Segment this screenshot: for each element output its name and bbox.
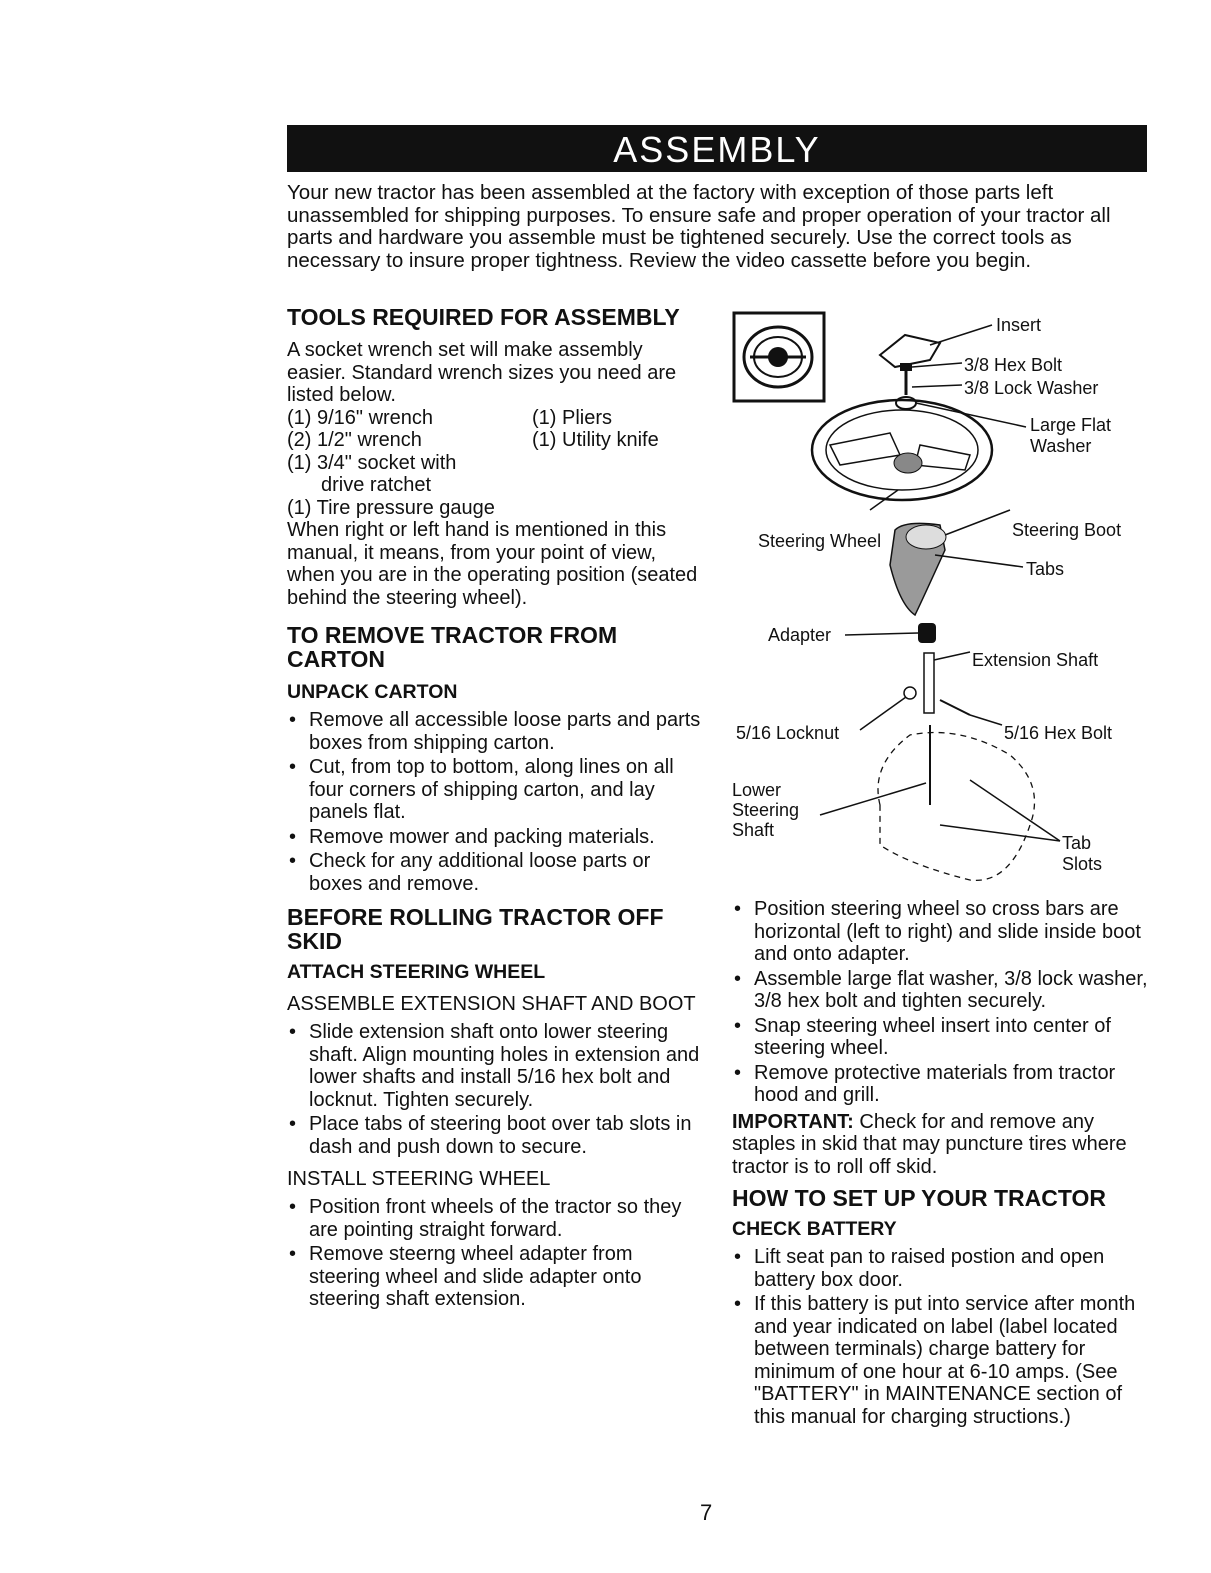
list-item: • Check for any additional loose parts or boxes and remove. [287,850,702,895]
unpack-list [287,709,702,895]
label-washer: Washer [1030,436,1092,456]
label-tab: Tab [1062,833,1092,853]
dash-outline [820,725,1060,880]
label-insert: Insert [996,315,1042,335]
list-item: • Remove mower and packing materials. [287,826,702,849]
label-lock-washer: 3/8 Lock Washer [964,378,1099,398]
adapter-icon [845,623,936,643]
important-note [732,1111,1152,1179]
tool-item: (1) Pliers [532,406,613,429]
battery-list [732,1246,1152,1428]
attach-heading: ATTACH STEERING WHEEL [287,961,546,983]
unpack-heading: UNPACK CARTON [287,681,458,703]
list-item: • Assemble large flat washer, 3/8 lock washer, 3/8 hex bolt and tighten securely. [732,968,1152,1013]
tool-item: (1) Tire pressure gauge [287,496,495,519]
label-shaft: Shaft [732,820,775,840]
right-column [732,898,1152,1438]
assemble-heading: ASSEMBLE EXTENSION SHAFT AND BOOT [287,993,696,1015]
assemble-list [287,1021,702,1158]
list-item: • Remove protective materials from tractor hood and grill. [732,1062,1152,1107]
label-tabs: Tabs [1026,559,1065,579]
left-column [287,305,702,1321]
wheel-steps-list [732,898,1152,1107]
label-locknut: 5/16 Locknut [736,723,840,743]
list-item: • Slide extension shaft onto lower steering shaft. Align mounting holes in extension and lower shafts and install 5/16 hex bolt and locknut. Tighten securely. [287,1021,702,1111]
tool-item: (2) 1/2" wrench [287,429,422,451]
page-number: 7 [700,1500,713,1525]
intro-paragraph: Your new tractor has been assembled at the factory with exception of those parts left unassembled for shipping purposes. To ensure safe and proper operation of your tractor all parts and hardware you assemble must be tightened securely. Use the correct tools as necessary to insure proper tightness. Review the video cassette before you begin. [287,181,1111,272]
install-list [287,1196,702,1311]
tools-text: A socket wrench set will make assembly easier. Standard wrench sizes you need are listed below. [287,339,677,406]
steering-wheel-thumbnail-icon [734,313,824,401]
tool-item [532,452,702,475]
list-item: • Remove steerng wheel adapter from steering wheel and slide adapter onto steering shaft extension. [287,1243,702,1311]
label-slots: Slots [1062,854,1103,874]
steering-diagram [730,305,1150,895]
tools-heading: TOOLS REQUIRED FOR ASSEMBLY [287,304,680,330]
list-item: • Snap steering wheel insert into center of steering wheel. [732,1015,1152,1060]
label-hex-bolt: 3/8 Hex Bolt [964,355,1063,375]
label-lower: Lower [732,780,782,800]
important-text: Check for and remove any staples in skid that may puncture tires where tractor is to roll off skid. [732,1110,1127,1178]
label-steering-boot: Steering Boot [1012,520,1122,540]
label-adapter: Adapter [768,625,832,645]
label-extension-shaft: Extension Shaft [972,650,1099,670]
label-hex-bolt-516: 5/16 Hex Bolt [1004,723,1113,743]
list-item: • Lift seat pan to raised postion and open battery box door. [732,1246,1152,1291]
tool-item [532,474,702,497]
list-item: • Cut, from top to bottom, along lines on all four corners of shipping carton, and lay panels flat. [287,756,702,824]
before-heading: BEFORE ROLLING TRACTOR OFF SKID [287,904,664,954]
section-banner: ASSEMBLY [287,125,1147,172]
label-steering: Steering [732,800,800,820]
label-steering-wheel: Steering Wheel [758,531,882,551]
tool-item: (1) 9/16" wrench [287,406,434,429]
list-item: • If this battery is put into service after month and year indicated on label (label located between terminals) charge battery for minimum of one hour at 6-10 amps. (See "BATTERY" in MAINTENANCE section of this manual for charging structions.) [732,1293,1152,1428]
steering-wheel-icon [812,400,992,510]
list-item: • Remove all accessible loose parts and parts boxes from shipping carton. [287,709,702,754]
list-item: • Position front wheels of the tractor so they are pointing straight forward. [287,1196,702,1241]
setup-heading: HOW TO SET UP YOUR TRACTOR [732,1185,1106,1211]
label-large-flat: Large Flat [1030,415,1112,435]
tools-list [287,407,702,520]
install-heading: INSTALL STEERING WHEEL [287,1168,551,1190]
list-item: • Place tabs of steering boot over tab slots in dash and push down to secure. [287,1113,702,1158]
hex-bolt-icon [900,363,962,395]
tool-item: drive ratchet [321,474,432,496]
steering-boot-icon [890,510,1023,615]
list-item: • Position steering wheel so cross bars are horizontal (left to right) and slide inside boot and onto adapter. [732,898,1152,966]
important-label: IMPORTANT: [732,1110,854,1133]
battery-heading: CHECK BATTERY [732,1218,897,1240]
hand-note: When right or left hand is mentioned in this manual, it means, from your point of view, when you are in the operating position (seated behind the steering wheel). [287,519,698,609]
tool-item: (1) 3/4" socket with [287,451,457,474]
remove-heading: TO REMOVE TRACTOR FROM CARTON [287,622,618,672]
tool-item: (1) Utility knife [532,429,659,451]
